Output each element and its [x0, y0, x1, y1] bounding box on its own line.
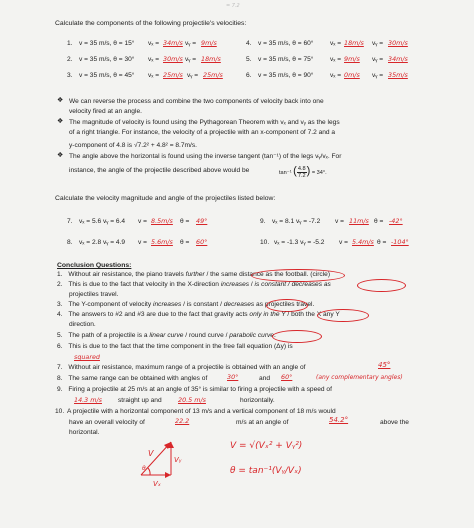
question-5: 5. The path of a projectile is a linear curve / round curve / parabolic curve. — [57, 332, 276, 339]
question-10: 10. A projectile with a horizontal component of 13 m/s and a vertical component of 18 m/s would — [55, 408, 336, 415]
vx-answer: 0m/s — [344, 71, 360, 79]
section1-title: Calculate the components of the following projectile's velocities: — [55, 20, 247, 27]
vy-answer: 18m/s — [201, 55, 221, 63]
fraction-numerator: 4.8 — [297, 166, 306, 173]
question-3: 3. The Y-component of velocity increases / is constant / decreases as projectiles travel. — [57, 301, 315, 308]
vy-label: vᵧ = — [185, 40, 197, 47]
v-label: v = — [335, 218, 344, 225]
vy-answer: 25m/s — [203, 71, 223, 79]
problem-given: vₓ = 2.8 vᵧ = 4.9 — [79, 239, 126, 246]
vx-label: vₓ = — [330, 72, 342, 79]
bullet-text: y-component of 4.8 is — [69, 142, 133, 149]
theta-label: θ = — [180, 218, 190, 225]
problem-number: 10. — [260, 239, 270, 246]
q9-answer-1: 14.3 m/s — [74, 396, 102, 404]
q8-answer-2: 60° — [281, 373, 293, 381]
vx-answer: 25m/s — [163, 71, 183, 79]
bullet-text: velocity fired at an angle. — [69, 108, 142, 115]
vx-answer: 18m/s — [344, 39, 364, 47]
problem-given: v = 35 m/s, θ = 90° — [258, 72, 314, 79]
vy-label: vᵧ = — [185, 56, 197, 63]
q9-end: horizontally. — [240, 397, 275, 404]
tan-label: tan⁻¹ — [279, 170, 292, 176]
vy-answer: 30m/s — [388, 39, 408, 47]
diamond-bullet-icon: ❖ — [57, 152, 64, 159]
vx-label: vₓ = — [148, 72, 160, 79]
q10-end: above the — [380, 419, 409, 426]
q8-answer-1: 30° — [227, 373, 239, 381]
vx-answer: 9m/s — [344, 55, 360, 63]
bullet-text: The magnitude of velocity is found using the Pythagorean Theorem with vₓ and vᵧ as the legs — [69, 119, 340, 126]
problem-number: 7. — [67, 218, 73, 225]
problem-number: 4. — [246, 40, 252, 47]
bullet-text: of a right triangle. For instance, the velocity of a projectile with an x-component of 7.2 and a — [69, 129, 336, 136]
theta-label: θ = — [180, 239, 190, 246]
v-label: v = — [138, 239, 147, 246]
q8-note: (any complementary angles) — [316, 374, 403, 381]
problem-given: vₓ = 8.1 vᵧ = -7.2 — [272, 218, 321, 225]
vy-answer: 9m/s — [201, 39, 217, 47]
q8-and: and — [259, 375, 271, 382]
theta-answer: 60° — [196, 238, 208, 246]
angle-formula: θ = tan⁻¹(Vᵧ/Vₓ) — [230, 466, 302, 476]
fraction-denominator: 7.2 — [297, 173, 306, 180]
bullet-text: The angle above the horizontal is found using the inverse tangent (tan⁻¹) of the legs vᵧ/vₓ. For — [69, 153, 342, 160]
theta-label: θ = — [377, 239, 387, 246]
v-label: V — [148, 449, 154, 458]
magnitude-formula: V = √(Vₓ² + Vᵧ²) — [230, 441, 303, 451]
q7-answer: 45° — [378, 361, 391, 369]
q9-mid: straight up and — [118, 397, 162, 404]
question-4: 4. The answers to #2 and #3 are due to the fact that gravity acts only in the Y / both the X any Y — [57, 311, 340, 318]
vy-label: vᵧ = — [372, 72, 384, 79]
question-8: 8. The same range can be obtained with angles of — [57, 375, 208, 382]
theta-label: θ — [142, 465, 146, 472]
vy-answer: 35m/s — [388, 71, 408, 79]
question-4-cont: direction. — [69, 321, 96, 328]
vx-label: vₓ = — [148, 40, 160, 47]
v-label: v = — [138, 218, 147, 225]
q10-answer-2: 54.2° — [329, 416, 349, 424]
v-answer: 11m/s — [349, 217, 369, 225]
vx-label: vₓ = — [148, 56, 160, 63]
problem-number: 5. — [246, 56, 252, 63]
question-1: 1. Without air resistance, the piano travels further / the same distance as the football. (circle) — [57, 271, 331, 278]
vy-label: Vᵧ — [174, 456, 182, 464]
question-10-cont: have an overall velocity of — [69, 419, 145, 426]
theta-answer: 49° — [196, 217, 208, 225]
v-answer: 8.5m/s — [151, 217, 173, 225]
vx-answer: 30m/s — [163, 55, 183, 63]
header-scribble: = 7.2 — [226, 3, 240, 9]
section2-title: Calculate the velocity magnitude and angle of the projectiles listed below: — [55, 195, 276, 202]
diamond-bullet-icon: ❖ — [57, 118, 64, 125]
question-10-cont2: horizontal. — [69, 429, 100, 436]
vx-label: Vₓ — [153, 480, 161, 488]
problem-number: 9. — [260, 218, 266, 225]
question-2: 2. This is due to the fact that velocity in the X-direction increases / is constant / decreases as — [57, 281, 331, 288]
question-6: 6. This is due to the fact that the time component in the free fall equation (Δy) is — [57, 343, 293, 350]
vy-label: vᵧ = — [372, 56, 384, 63]
vy-label: vᵧ = — [187, 72, 199, 79]
pythagorean-equation: √7.2² + 4.8² = 8.7m/s. — [134, 142, 197, 149]
problem-number: 8. — [67, 239, 73, 246]
v-label: v = — [339, 239, 348, 246]
bullet-text: instance, the angle of the projectile described above would be — [69, 167, 250, 174]
angle-arc — [148, 468, 150, 475]
angle-result: = 34°. — [311, 170, 327, 176]
problem-given: vₓ = -1.3 vᵧ = -5.2 — [274, 239, 325, 246]
diamond-bullet-icon: ❖ — [57, 97, 64, 104]
vx-answer: 34m/s — [163, 39, 183, 47]
q10-mid: m/s at an angle of — [236, 419, 289, 426]
theta-label: θ = — [374, 218, 384, 225]
vy-answer: 34m/s — [388, 55, 408, 63]
inverse-tangent-expression: tan⁻¹ ( $\frac{4.8}{7.2}$ ) = 34°. — [279, 165, 327, 180]
q10-answer-1: 22.2 — [175, 417, 190, 425]
conclusion-title: Conclusion Questions: — [57, 262, 132, 269]
problem-given: v = 35 m/s, θ = 75° — [258, 56, 314, 63]
problem-number: 2. — [67, 56, 73, 63]
problem-given: vₓ = 5.6 vᵧ = 6.4 — [79, 218, 126, 225]
vy-label: vᵧ = — [372, 40, 384, 47]
problem-number: 6. — [246, 72, 252, 79]
vx-arrowhead — [165, 472, 171, 478]
problem-given: v = 35 m/s, θ = 15° — [79, 40, 135, 47]
problem-number: 1. — [67, 40, 73, 47]
question-9: 9. Firing a projectile at 25 m/s at an angle of 35° is similar to firing a projectile with a speed of — [57, 386, 332, 393]
question-2-cont: projectiles travel. — [69, 291, 119, 298]
q6-answer: squared — [74, 353, 100, 361]
bullet-text: We can reverse the process and combine the two components of velocity back into one — [69, 98, 324, 105]
vx-label: vₓ = — [330, 56, 342, 63]
problem-given: v = 35 m/s, θ = 45° — [79, 72, 135, 79]
problem-given: v = 35 m/s, θ = 30° — [79, 56, 135, 63]
theta-answer: -104° — [391, 238, 409, 246]
question-7: 7. Without air resistance, maximum range of a projectile is obtained with an angle of — [57, 364, 306, 371]
v-answer: 5.6m/s — [151, 238, 173, 246]
problem-number: 3. — [67, 72, 73, 79]
vx-label: vₓ = — [330, 40, 342, 47]
q9-answer-2: 20.5 m/s — [178, 396, 206, 404]
theta-answer: -42° — [389, 217, 403, 225]
problem-given: v = 35 m/s, θ = 60° — [258, 40, 314, 47]
v-answer: 5.4m/s — [352, 238, 374, 246]
